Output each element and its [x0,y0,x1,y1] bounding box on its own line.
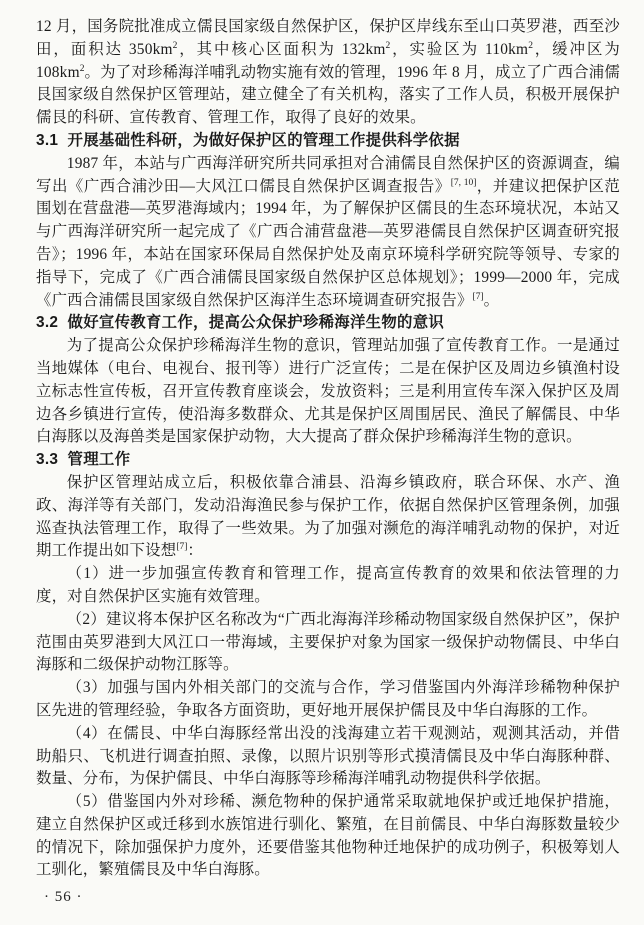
text-run: 保护区管理站成立后，积极依靠合浦县、沿海乡镇政府，联合环保、水产、渔政、海洋等有关部门，发动沿海渔民参与保护工作，依据自然保护区管理条例，加强巡查执法管理工作，取得了一些效果。为了加强对濒危的海洋哺乳动物的保护，对近期工作提出如下设想 [36,473,620,560]
text-run: （3）加强与国内外相关部门的交流与合作，学习借鉴国内外海洋珍稀物种保护区先进的管理经验，争取各方面资助，更好地开展保护儒艮及中华白海豚的工作。 [36,679,620,719]
paragraph [36,609,620,677]
section-number: 3.3 [36,451,59,469]
document-body [36,16,620,882]
section-title: 开展基础性科研，为做好保护区的管理工作提供科学依据 [67,131,460,149]
paragraph [36,723,620,791]
text-run: （4）在儒艮、中华白海豚经常出没的浅海建立若干观测站，观测其活动，并借助船只、飞机进行调查拍照、录像，以照片识别等形式摸清儒艮及中华白海豚种群、数量、分布，为保护儒艮、中华白海豚等珍稀海洋哺乳动物提供科学依据。 [36,724,620,788]
section-title: 管理工作 [67,451,131,469]
page-number: · 56 · [44,889,83,905]
paragraph [36,472,620,563]
paragraph [36,677,620,723]
section-title: 做好宣传教育工作，提高公众保护珍稀海洋生物的意识 [67,314,445,332]
section-heading [36,130,620,153]
section-heading [36,449,620,472]
section-number: 3.1 [36,131,59,149]
paragraph [36,791,620,882]
citation-superscript: [7, 10] [450,177,477,188]
text-run: ，其中核心区面积为 132km [177,40,386,58]
paragraph [36,563,620,609]
paragraph [36,153,620,313]
text-run: 1987 年，本站与广西海洋研究所共同承担对合浦儒艮自然保护区的资源调查，编写出《广西合浦沙田—大风江口儒艮自然保护区调查报告》 [36,154,620,195]
text-run: ，并建议把保护区范围划在营盘港—英罗港海域内；1994 年，为了解保护区儒艮的生态环境状况，本站又与广西海洋研究所一起完成了《广西合浦营盘港—英罗港儒艮自然保护区调查研究报告》；1996 年，本站在国家环保局自然保护处及南京环境科学研究院等领导、专家的指导下，完成了《广西合浦儒艮国家级自然保护区总体规划》；1999—2000 年，完成《广西合浦儒艮国家级自然保护区海洋生态环境调查研究报告》 [36,177,620,309]
citation-superscript: 2 [79,63,85,74]
text-run: 12 月，国务院批准成立儒艮国家级自然保护区，保护区岸线东至山口英罗港，西至沙田，面积达 350km [36,18,620,58]
section-heading [36,312,620,335]
paragraph [36,16,620,130]
text-run: ，实验区为 110km [390,40,529,58]
section-number: 3.2 [36,314,59,332]
text-run: （1）进一步加强宣传教育和管理工作，提高宣传教育的效果和依法管理的力度，对自然保护区实施有效管理。 [36,565,620,605]
text-run: ，缓冲区为 108km [36,40,620,81]
text-run: 。 [483,291,500,309]
citation-superscript: 2 [172,40,178,51]
text-run: 为了提高公众保护珍稀海洋生物的意识，管理站加强了宣传教育工作。一是通过当地媒体（电台、电视台、报刊等）进行广泛宣传；二是在保护区及周边乡镇渔村设立标志性宣传板，召开宣传教育座谈会，发放资料；三是利用宣传车深入保护区及周边各乡镇进行宣传，使沿海多数群众、尤其是保护区周围居民、渔民了解儒艮、中华白海豚以及海兽类是国家保护动物，大大提高了群众保护珍稀海洋生物的意识。 [36,337,620,446]
citation-superscript: 2 [385,40,391,51]
text-run: （5）借鉴国内外对珍稀、濒危物种的保护通常采取就地保护或迁地保护措施，建立自然保护区或迁移到水族馆进行驯化、繁殖，在目前儒艮、中华白海豚数量较少的情况下，除加强保护力度外，还要借鉴其他物种迁地保护的成功例子，积极筹划人工驯化，繁殖儒艮及中华白海豚。 [36,793,620,879]
text-run: （2）建议将本保护区名称改为“广西北海海洋珍稀动物国家级自然保护区”，保护范围由英罗港到大风江口一带海域，主要保护对象为国家一级保护动物儒艮、中华白海豚和二级保护动物江豚等。 [36,610,620,674]
text-run: 。为了对珍稀海洋哺乳动物实施有效的管理，1996 年 8 月，成立了广西合浦儒艮国家级自然保护区管理站，建立健全了有关机构，落实了工作人员，积极开展保护儒艮的科研、宣传教育、管理工作，取得了良好的效果。 [36,63,620,127]
citation-superscript: [7] [176,542,188,553]
citation-superscript: [7] [472,291,484,302]
text-run: ： [187,542,203,560]
paragraph [36,335,620,449]
citation-superscript: 2 [528,40,533,51]
